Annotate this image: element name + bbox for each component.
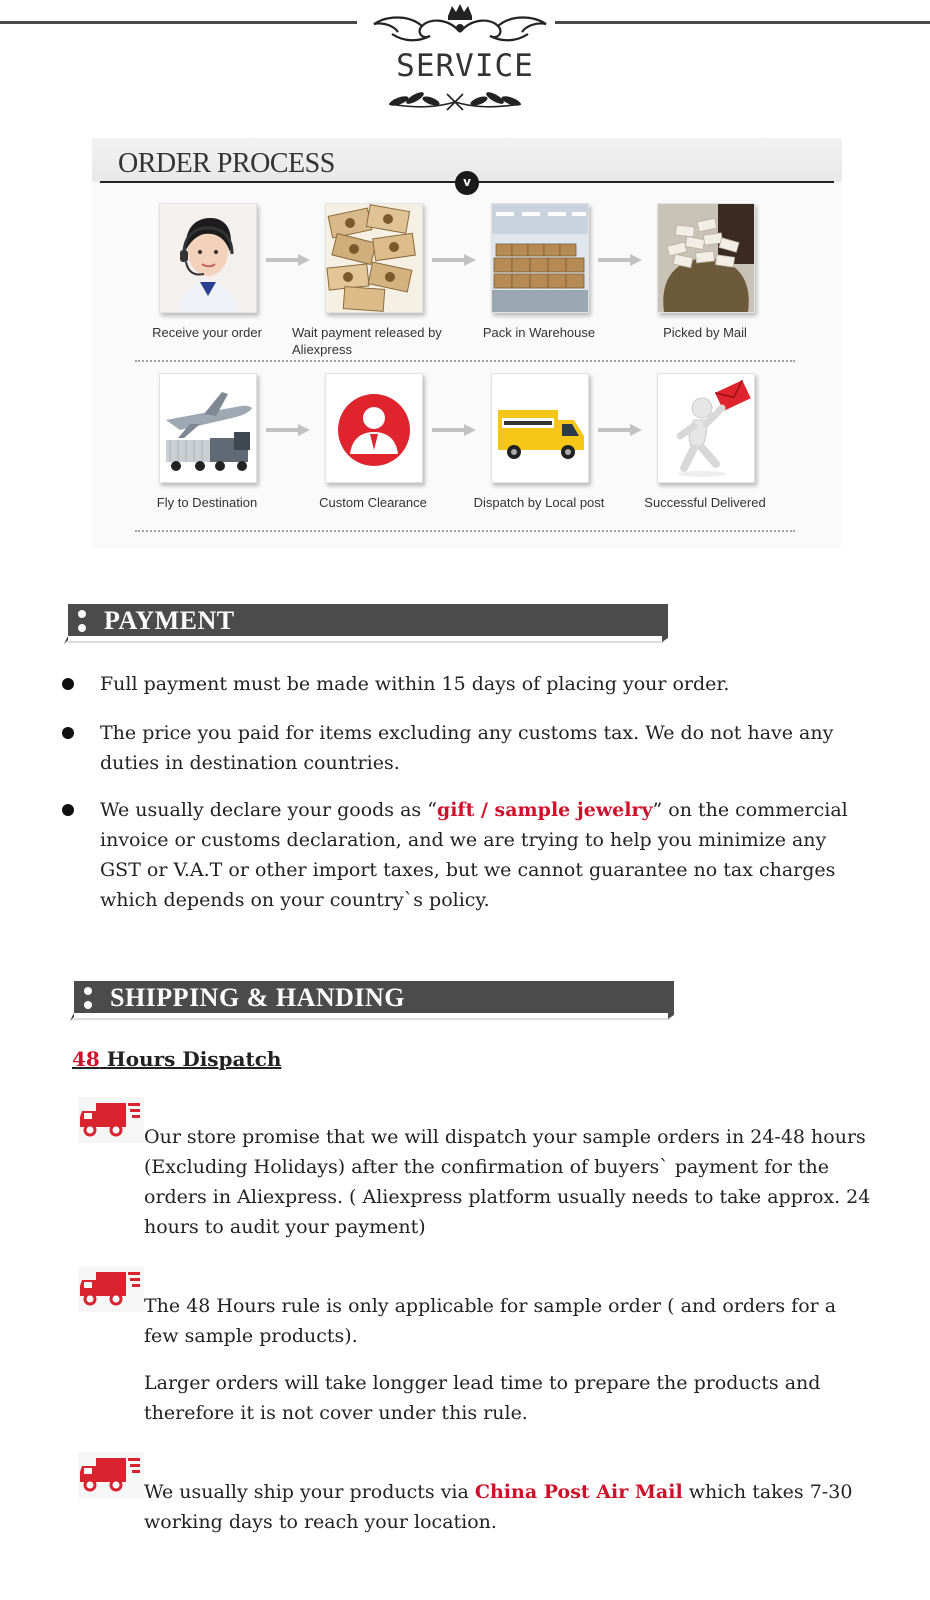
order-process-panel xyxy=(92,138,842,548)
shipping-paragraph: Larger orders will take longger lead time to prepare the products and therefore it is not cover under this rule. xyxy=(144,1372,821,1424)
customer-service-icon xyxy=(160,204,256,312)
step-label: Picked by Mail xyxy=(663,325,747,340)
crown-ornament-icon xyxy=(360,2,560,46)
shipping-highlight: China Post Air Mail xyxy=(474,1481,683,1503)
step-label: Custom Clearance xyxy=(319,495,427,510)
payment-item-text: ” on the commercial invoice or customs declaration, and we are trying to help you minimize any GST or V.A.T or other import taxes, but we cannot guarantee no tax charges which depends on your country`s policy. xyxy=(100,799,848,911)
payment-title: PAYMENT xyxy=(104,606,235,635)
payment-item xyxy=(100,795,870,915)
mail-bag-icon xyxy=(658,204,754,312)
red-truck-icon xyxy=(78,1452,144,1498)
officer-icon xyxy=(326,374,422,482)
dispatch-number: 48 xyxy=(72,1047,100,1071)
shipping-paragraph xyxy=(144,1477,874,1537)
arrow-right-icon xyxy=(598,254,642,266)
step-image-picked-mail xyxy=(657,203,755,313)
payment-item-highlight: gift / sample jewelry xyxy=(436,799,653,821)
payment-item: Full payment must be made within 15 days of placing your order. xyxy=(100,673,730,695)
red-truck-icon xyxy=(78,1097,144,1143)
payment-item: The price you paid for items excluding any customs tax. We do not have any duties in destination countries. xyxy=(100,722,834,774)
step-image-dispatch-local xyxy=(491,373,589,483)
arrow-right-icon xyxy=(598,424,642,436)
service-title: SERVICE xyxy=(396,48,534,84)
warehouse-icon xyxy=(492,204,588,312)
arrow-right-icon xyxy=(266,254,310,266)
step-label: Pack in Warehouse xyxy=(482,325,596,340)
step-image-fly-destination xyxy=(159,373,257,483)
arrow-right-icon xyxy=(266,424,310,436)
bullet-icon xyxy=(62,678,74,690)
step-image-receive-order xyxy=(159,203,257,313)
delivered-envelope-icon xyxy=(658,374,754,482)
shipping-paragraph: Our store promise that we will dispatch your sample orders in 24-48 hours (Excluding Holidays) after the confirmation of buyers` payment for the orders in Aliexpress. ( Aliexpress platform usually needs to take approx. 24 hours to audit your payment) xyxy=(144,1126,871,1238)
arrow-right-icon xyxy=(432,424,476,436)
order-process-badge: v xyxy=(455,171,479,195)
step-label: Successful Delivered xyxy=(644,495,766,510)
step-label: Wait payment released by Aliexpress xyxy=(292,325,442,357)
step-image-wait-payment xyxy=(325,203,423,313)
arrow-right-icon xyxy=(432,254,476,266)
payment-item-text: We usually declare your goods as “ xyxy=(100,799,437,821)
header-rule-left xyxy=(0,21,357,24)
dotted-divider xyxy=(135,360,795,362)
step-image-custom-clearance xyxy=(325,373,423,483)
bullet-icon xyxy=(62,804,74,816)
money-icon xyxy=(326,204,422,312)
shipping-text: which takes 7-30 working days to reach your location. xyxy=(144,1481,853,1533)
leaf-ornament-icon xyxy=(385,86,525,116)
step-image-successful-delivered xyxy=(657,373,755,483)
dotted-divider xyxy=(135,530,795,532)
shipping-paragraph: The 48 Hours rule is only applicable for sample order ( and orders for a few sample products). xyxy=(144,1295,837,1347)
dispatch-heading-text: Hours Dispatch xyxy=(99,1047,282,1071)
order-process-title: ORDER PROCESS xyxy=(118,148,335,179)
step-label: Dispatch by Local post xyxy=(473,495,605,510)
step-image-pack-warehouse xyxy=(491,203,589,313)
red-truck-icon xyxy=(78,1266,144,1312)
dispatch-heading xyxy=(72,1047,281,1071)
shipping-title: SHIPPING & HANDING xyxy=(110,983,406,1012)
airplane-icon xyxy=(160,374,256,482)
header-rule-right xyxy=(555,21,930,24)
step-label: Receive your order xyxy=(152,325,262,340)
step-label: Fly to Destination xyxy=(156,495,258,510)
shipping-text: We usually ship your products via xyxy=(144,1481,475,1503)
delivery-van-icon xyxy=(492,374,588,482)
bullet-icon xyxy=(62,727,74,739)
